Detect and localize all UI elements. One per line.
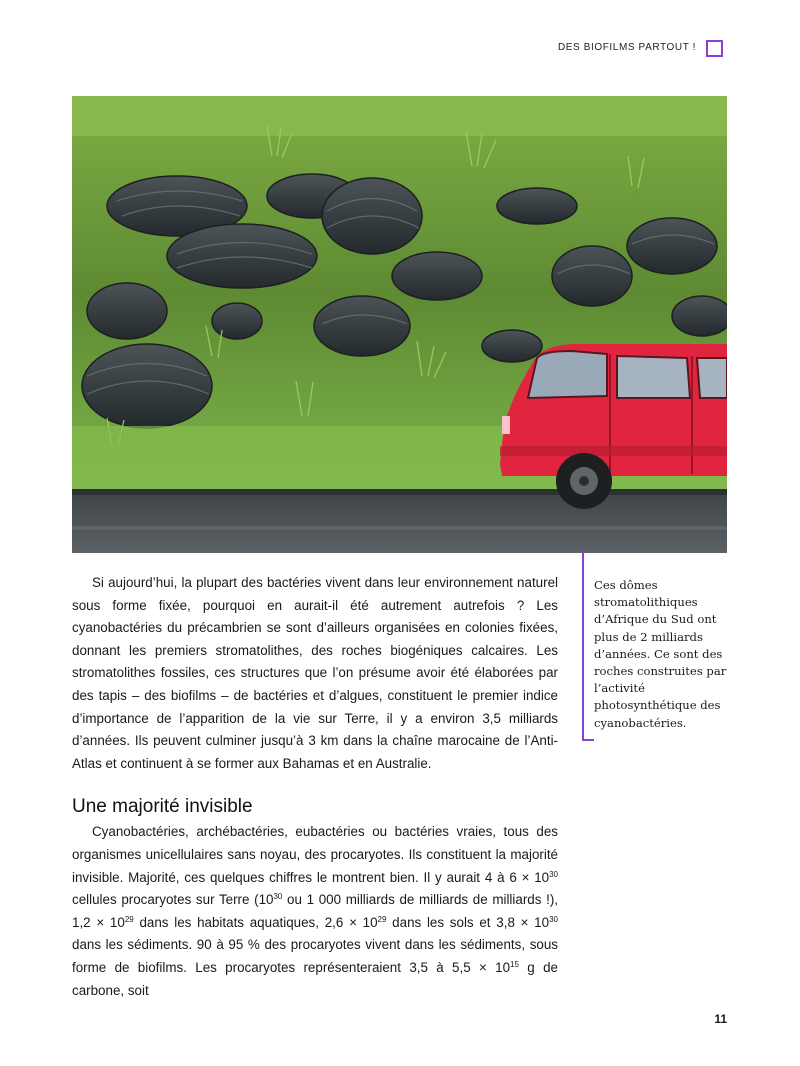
exponent: 30 xyxy=(549,914,558,924)
exponent: 30 xyxy=(273,892,283,902)
exponent: 30 xyxy=(549,869,558,879)
running-head-square-marker xyxy=(706,40,723,57)
exponent: 15 xyxy=(510,959,519,969)
text-fragment: dans les sols et 3,8 × 10 xyxy=(386,914,550,930)
exponent: 29 xyxy=(124,914,134,924)
exponent: 29 xyxy=(377,914,387,924)
text-fragment: g de carbone, soit xyxy=(72,959,558,998)
caption-rule-tick xyxy=(582,739,594,741)
text-fragment: cellules procaryotes sur Terre (10 xyxy=(72,892,274,908)
figure-caption: Ces dômes stromatolithiques d’Afrique du Sud ont plus de 2 milliards d’années. Ce sont des roches construites par l’activité photosynthétique des cyanobactéries. xyxy=(594,578,727,730)
text-fragment: Cyanobactéries, archébactéries, eubactéries ou bactéries vraies, tous des organismes unicellulaires sans noyau, des procaryotes. Ils constituent la majorité invisible. Majorité, ces quelques chiffres le montrent bien. Il y aurait 4 à 6 × 10 xyxy=(72,824,558,885)
section-heading: Une majorité invisible xyxy=(72,796,253,818)
caption-rule xyxy=(582,552,584,740)
text-fragment: dans les habitats aquatiques, 2,6 × 10 xyxy=(133,914,378,930)
page-number: 11 xyxy=(714,1012,727,1026)
paragraph-majority xyxy=(72,821,558,1002)
running-head: DES BIOFILMS PARTOUT ! xyxy=(557,42,696,53)
paragraph-intro: Si aujourd’hui, la plupart des bactéries vivent dans leur environnement naturel sous forme fixée, pourquoi en aurait-il été autrement autrefois ? Les cyanobactéries du précambrien se sont d’ailleurs organisées en colonies fixées, donnant les premiers stromatolithes, des roches biogéniques calcaires. Les stromatolithes fossiles, ces structures que l’on présume avoir été élaborées par des tapis – des biofilms – de bactéries et d’algues, constituent le premier indice d’importance de l’apparition de la vie sur Terre, il y a environ 3,5 milliards d’années. Ils peuvent culminer jusqu’à 3 km dans la chaîne marocaine de l’Anti-Atlas et continuent à se former aux Bahamas et en Australie. xyxy=(72,575,558,771)
body-text xyxy=(72,572,558,1002)
text-fragment: ou 1 000 milliards de milliards de milliards !), 1,2 × 10 xyxy=(72,892,558,930)
text-fragment: dans les sédiments. 90 à 95 % des procaryotes vivent dans les sédiments, sous forme de biofilms. Les procaryotes représenteraient 3,5 à 5,5 × 10 xyxy=(72,937,558,975)
stromatolite-photo xyxy=(72,96,727,553)
